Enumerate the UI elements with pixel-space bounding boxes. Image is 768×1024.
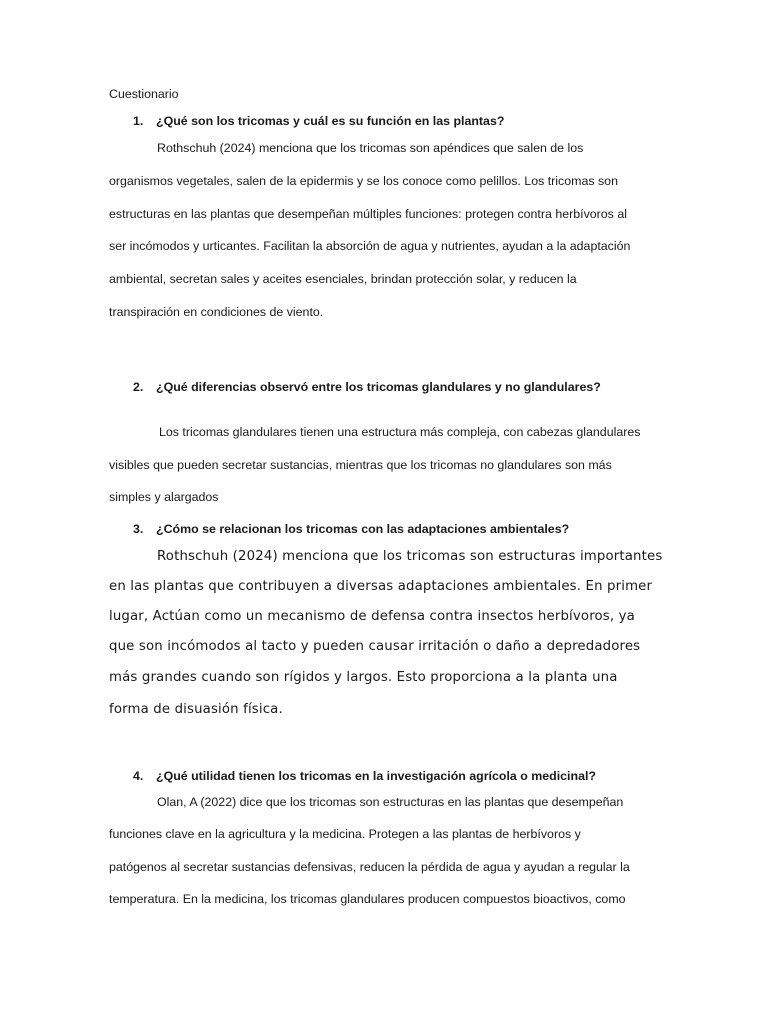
document-title: Cuestionario xyxy=(109,87,179,101)
answer-line: forma de disuasión física. xyxy=(109,702,283,717)
answer-line: ser incómodos y urticantes. Facilitan la absorción de agua y nutrientes, ayudan a la adaptación xyxy=(109,239,631,253)
answer-line: transpiración en condiciones de viento. xyxy=(109,305,324,319)
question-number: 3. xyxy=(133,522,144,536)
question-heading: ¿Qué diferencias observó entre los tricomas glandulares y no glandulares? xyxy=(156,380,601,394)
question-heading: ¿Qué son los tricomas y cuál es su función en las plantas? xyxy=(156,114,505,128)
answer-line: estructuras en las plantas que desempeñan múltiples funciones: protegen contra herbívoros al xyxy=(109,207,627,221)
question-number: 1. xyxy=(133,114,144,128)
answer-line: temperatura. En la medicina, los tricomas glandulares producen compuestos bioactivos, como xyxy=(109,892,626,906)
question-heading: ¿Qué utilidad tienen los tricomas en la investigación agrícola o medicinal? xyxy=(156,769,596,783)
answer-line: que son incómodos al tacto y pueden causar irritación o daño a depredadores xyxy=(109,639,641,654)
answer-line: Los tricomas glandulares tienen una estructura más compleja, con cabezas glandulares xyxy=(159,425,641,439)
answer-line: funciones clave en la agricultura y la medicina. Protegen a las plantas de herbívoros y xyxy=(109,827,581,841)
answer-line: simples y alargados xyxy=(109,490,219,504)
answer-line: Rothschuh (2024) menciona que los tricomas son apéndices que salen de los xyxy=(157,141,584,155)
answer-line: organismos vegetales, salen de la epidermis y se los conoce como pelillos. Los tricomas son xyxy=(109,174,618,188)
answer-line: Olan, A (2022) dice que los tricomas son estructuras en las plantas que desempeñan xyxy=(157,795,624,809)
answer-line: visibles que pueden secretar sustancias, mientras que los tricomas no glandulares son más xyxy=(109,458,612,472)
answer-line: en las plantas que contribuyen a diversas adaptaciones ambientales. En primer xyxy=(109,579,653,594)
answer-line: patógenos al secretar sustancias defensivas, reducen la pérdida de agua y ayudan a regular la xyxy=(109,860,630,874)
answer-line: más grandes cuando son rígidos y largos. Esto proporciona a la planta una xyxy=(109,670,618,685)
answer-line: Rothschuh (2024) menciona que los tricomas son estructuras importantes xyxy=(157,549,663,564)
question-number: 2. xyxy=(133,380,144,394)
question-heading: ¿Cómo se relacionan los tricomas con las adaptaciones ambientales? xyxy=(156,522,570,536)
answer-line: ambiental, secretan sales y aceites esenciales, brindan protección solar, y reducen la xyxy=(109,272,577,286)
question-number: 4. xyxy=(133,769,144,783)
answer-line: lugar, Actúan como un mecanismo de defensa contra insectos herbívoros, ya xyxy=(109,609,635,624)
